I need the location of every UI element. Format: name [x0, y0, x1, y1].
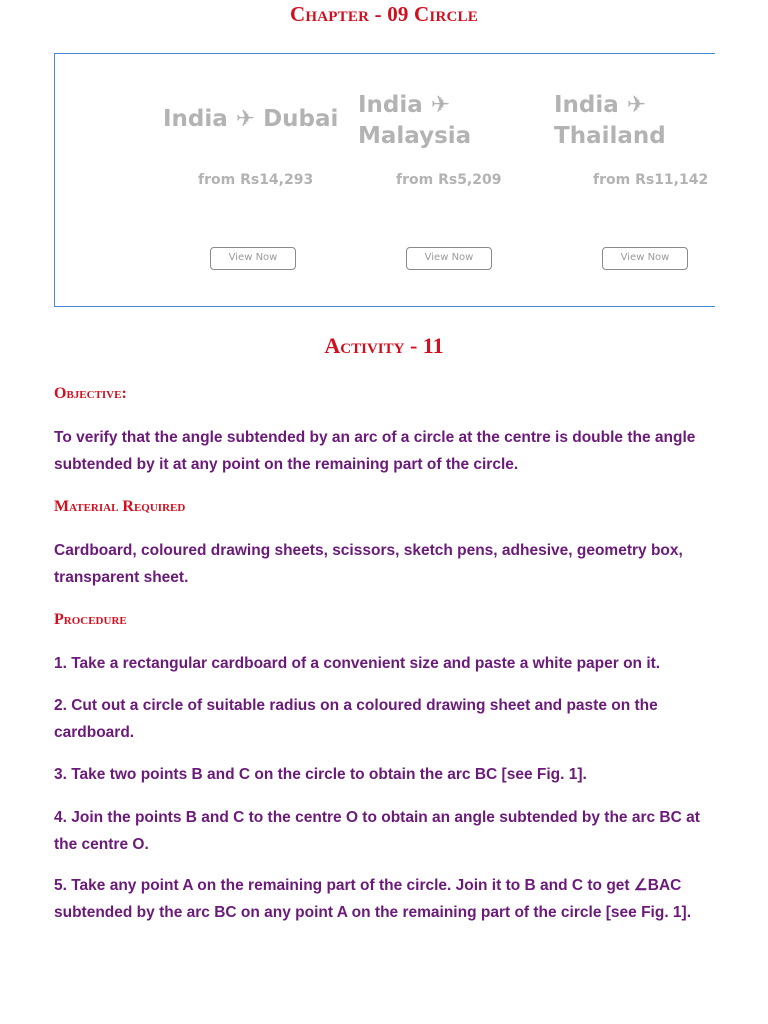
deal-title-line1: India ✈: [358, 92, 451, 118]
deal-title-line1: India ✈ Dubai: [163, 106, 339, 132]
activity-title: Activity - 11: [324, 333, 444, 358]
procedure-step-5: 5. Take any point A on the remaining part of the circle. Join it to B and C to get ∠BAC subtended by the arc BC on any point A on the remaining part of the circle [see Fig. 1].: [54, 877, 692, 921]
material-heading: Material Required: [54, 498, 186, 515]
deal-card-dubai[interactable]: [55, 54, 339, 307]
material-text: Cardboard, coloured drawing sheets, scissors, sketch pens, adhesive, geometry box, transparent sheet.: [54, 542, 683, 586]
procedure-step-4: 4. Join the points B and C to the centre O to obtain an angle subtended by the arc BC at the centre O.: [54, 809, 700, 853]
deal-card-thailand[interactable]: [542, 54, 715, 307]
view-now-button[interactable]: View Now: [602, 247, 688, 270]
procedure-step-3: 3. Take two points B and C on the circle to obtain the arc BC [see Fig. 1].: [54, 766, 587, 783]
chapter-title: Chapter - 09 Circle: [290, 2, 478, 26]
view-now-button[interactable]: View Now: [210, 247, 296, 270]
deal-title-line1: India ✈: [554, 92, 647, 118]
deal-price: from Rs14,293: [198, 172, 314, 188]
view-now-button[interactable]: View Now: [406, 247, 492, 270]
objective-heading: Objective:: [54, 385, 127, 402]
procedure-step-1: 1. Take a rectangular cardboard of a convenient size and paste a white paper on it.: [54, 655, 661, 672]
procedure-step-2: 2. Cut out a circle of suitable radius on a coloured drawing sheet and paste on the cardboard.: [54, 697, 658, 741]
deal-title-line2: Thailand: [554, 123, 666, 149]
deal-card-malaysia[interactable]: [345, 54, 545, 307]
procedure-heading: Procedure: [54, 611, 127, 628]
travel-ad-banner[interactable]: [54, 53, 715, 307]
objective-text: To verify that the angle subtended by an arc of a circle at the centre is double the angle subtended by it at any point on the remaining part of the circle.: [54, 429, 696, 473]
deal-title-line2: Malaysia: [358, 123, 472, 149]
deal-price: from Rs11,142: [593, 172, 709, 188]
deal-price: from Rs5,209: [396, 172, 502, 188]
